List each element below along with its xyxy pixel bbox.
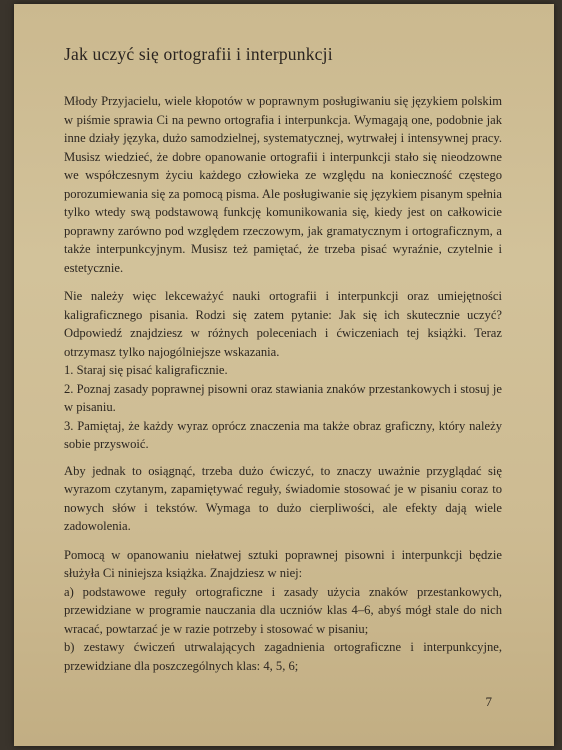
list-item: 2. Poznaj zasady poprawnej pisowni oraz stawiania znaków przestankowych i stosuj je w pisaniu. <box>64 381 502 414</box>
list-item: a) podstawowe reguły ortograficzne i zasady użycia znaków przestankowych, przewidziane w programie nauczania dla uczniów klas 4–6, abyś mógł stale do nich wracać, powtarzać je w razie potrzeby i stosować w pisaniu; <box>64 584 502 636</box>
numbered-list <box>64 361 502 454</box>
page-number: 7 <box>485 694 492 709</box>
paragraph-question: Nie należy więc lekceważyć nauki ortografii i interpunkcji oraz umiejętności kaligraficznego pisania. Rodzi się zatem pytanie: Jak się ich skutecznie uczyć? Odpowiedź znajdziesz w różnych poleceniach i ćwiczeniach tej książki. Teraz otrzymasz tylko najogólniejsze wskazania. <box>64 289 502 359</box>
book-page <box>14 4 554 746</box>
list-item: 3. Pamiętaj, że każdy wyraz oprócz znaczenia ma także obraz graficzny, który należy sobie przyswoić. <box>64 418 502 451</box>
paragraph-book-help: Pomocą w opanowaniu niełatwej sztuki poprawnej pisowni i interpunkcji będzie służyła Ci niniejsza książka. Znajdziesz w niej: <box>64 547 502 580</box>
list-item: b) zestawy ćwiczeń utrwalających zagadnienia ortograficzne i interpunkcyjne, przewidziane dla poszczególnych klas: 4, 5, 6; <box>64 640 502 673</box>
body-text <box>64 92 502 675</box>
paragraph-intro: Młody Przyjacielu, wiele kłopotów w poprawnym posługiwaniu się językiem polskim w piśmie sprawia Ci na pewno ortografia i interpunkcja. Wymagają one, podobnie jak inne działy języka, dużo samodzielnej, systematycznej, wytrwałej i intensywnej pracy. Musisz wiedzieć, że dobre opanowanie ortografii i interpunkcji stało się nieodzowne we współczesnym życiu każdego człowieka ze względu na konieczność częstego porozumiewania się za pomocą pisma. Ale posługiwanie się językiem pisanym spełnia tylko wtedy swą podstawową funkcję komunikowania się, kiedy jest on całkowicie poprawny zarówno pod względem rzeczowym, jak gramatycznym i ortograficznym, a także interpunkcyjnym. Musisz też pamiętać, że trzeba pisać wyraźnie, czytelnie i estetycznie. <box>64 94 502 275</box>
lettered-list <box>64 583 502 676</box>
chapter-title: Jak uczyć się ortografii i interpunkcji <box>64 44 333 64</box>
paragraph-practice: Aby jednak to osiągnąć, trzeba dużo ćwiczyć, to znaczy uważnie przyglądać się wyrazom czytanym, zapamiętywać reguły, świadomie stosować je w pisaniu coraz to nowych słów i tekstów. Wymaga to dużo cierpliwości, ale efekty dają wiele zadowolenia. <box>64 463 502 533</box>
list-item: 1. Staraj się pisać kaligraficznie. <box>64 363 228 377</box>
